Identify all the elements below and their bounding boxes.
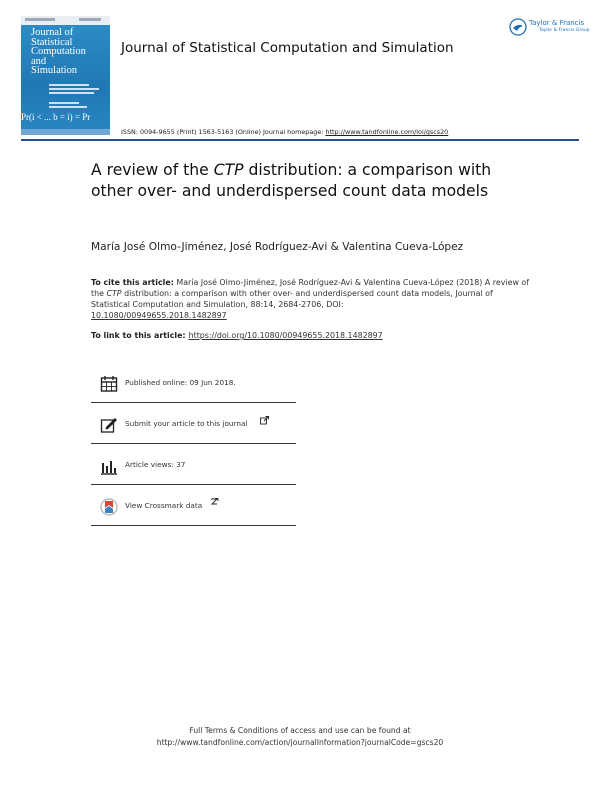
journal-homepage-link[interactable]: http://www.tandfonline.com/loi/gscs20	[325, 128, 449, 136]
cover-title-line: and	[31, 55, 47, 67]
issn-text: ISSN: 0094-9655 (Print) 1563-5163 (Online) Journal homepage:	[121, 128, 326, 136]
cover-title-line: Computation	[31, 46, 86, 57]
article-views-row	[91, 448, 296, 485]
citation-text-2: distribution: a comparison with other over- and underdispersed count data models, Journal of Statistical Computation and Simulation, 88:14, 2684-2706, DOI:	[91, 289, 493, 309]
article-doi-link[interactable]: https://doi.org/10.1080/00949655.2018.1482897	[188, 331, 383, 340]
calendar-icon	[100, 375, 118, 393]
cover-bottom-band	[21, 129, 110, 135]
crossmark-link[interactable]: View Crossmark data	[125, 501, 203, 510]
cover-title-line: Simulation	[31, 65, 78, 76]
external-link-icon	[210, 498, 219, 507]
publisher-tagline: Taylor & Francis Group	[539, 28, 590, 33]
article-views-text: Article views: 37	[125, 460, 186, 469]
article-title-part1: A review of the	[91, 161, 214, 179]
external-link-icon	[260, 416, 269, 425]
cover-formula: Pr(i < ... b = i) = Pr	[21, 112, 91, 122]
footer-terms-url[interactable]: http://www.tandfonline.com/action/journalInformation?journalCode=gscs20	[156, 738, 444, 747]
submit-article-row[interactable]	[91, 407, 296, 444]
citation-label: To cite this article:	[91, 278, 174, 287]
footer	[0, 725, 600, 749]
publisher-logo	[509, 18, 590, 40]
cover-title-line: Journal of	[31, 27, 74, 38]
edit-document-icon	[100, 416, 118, 434]
journal-cover-image	[21, 16, 110, 135]
publisher-name: Taylor & Francis	[529, 19, 585, 27]
cover-top-bar	[21, 16, 110, 25]
article-link-label: To link to this article:	[91, 331, 186, 340]
citation-doi-link[interactable]: 10.1080/00949655.2018.1482897	[91, 311, 227, 320]
citation-emph: CTP	[106, 289, 122, 298]
issn-line	[121, 128, 448, 136]
article-title-part2: distribution: a comparison with other over- and underdispersed count data models	[91, 161, 492, 200]
article-title-emph: CTP	[213, 161, 244, 179]
cover-title-line: Statistical	[31, 36, 73, 48]
crossmark-icon	[100, 498, 118, 516]
citation-block	[91, 277, 531, 321]
cover-small-text	[49, 82, 105, 110]
citation-text-1: María José Olmo-Jiménez, José Rodríguez-Avi & Valentina Cueva-López (2018) A review of the	[91, 278, 530, 298]
footer-terms-text: Full Terms & Conditions of access and use can be found at	[189, 726, 411, 735]
submit-article-link[interactable]: Submit your article to this journal	[125, 419, 248, 428]
crossmark-row[interactable]	[91, 489, 296, 526]
cover-title	[31, 28, 107, 76]
article-link-line	[91, 331, 383, 340]
header-divider	[21, 139, 579, 141]
journal-title: Journal of Statistical Computation and Simulation	[121, 40, 454, 56]
published-date-text: Published online: 09 Jun 2018.	[125, 378, 236, 387]
authors: María José Olmo-Jiménez, José Rodríguez-Avi & Valentina Cueva-López	[91, 241, 464, 253]
article-title	[91, 160, 531, 202]
published-row	[91, 366, 296, 403]
taylor-francis-logo-icon	[509, 18, 527, 36]
bar-chart-icon	[100, 457, 118, 475]
